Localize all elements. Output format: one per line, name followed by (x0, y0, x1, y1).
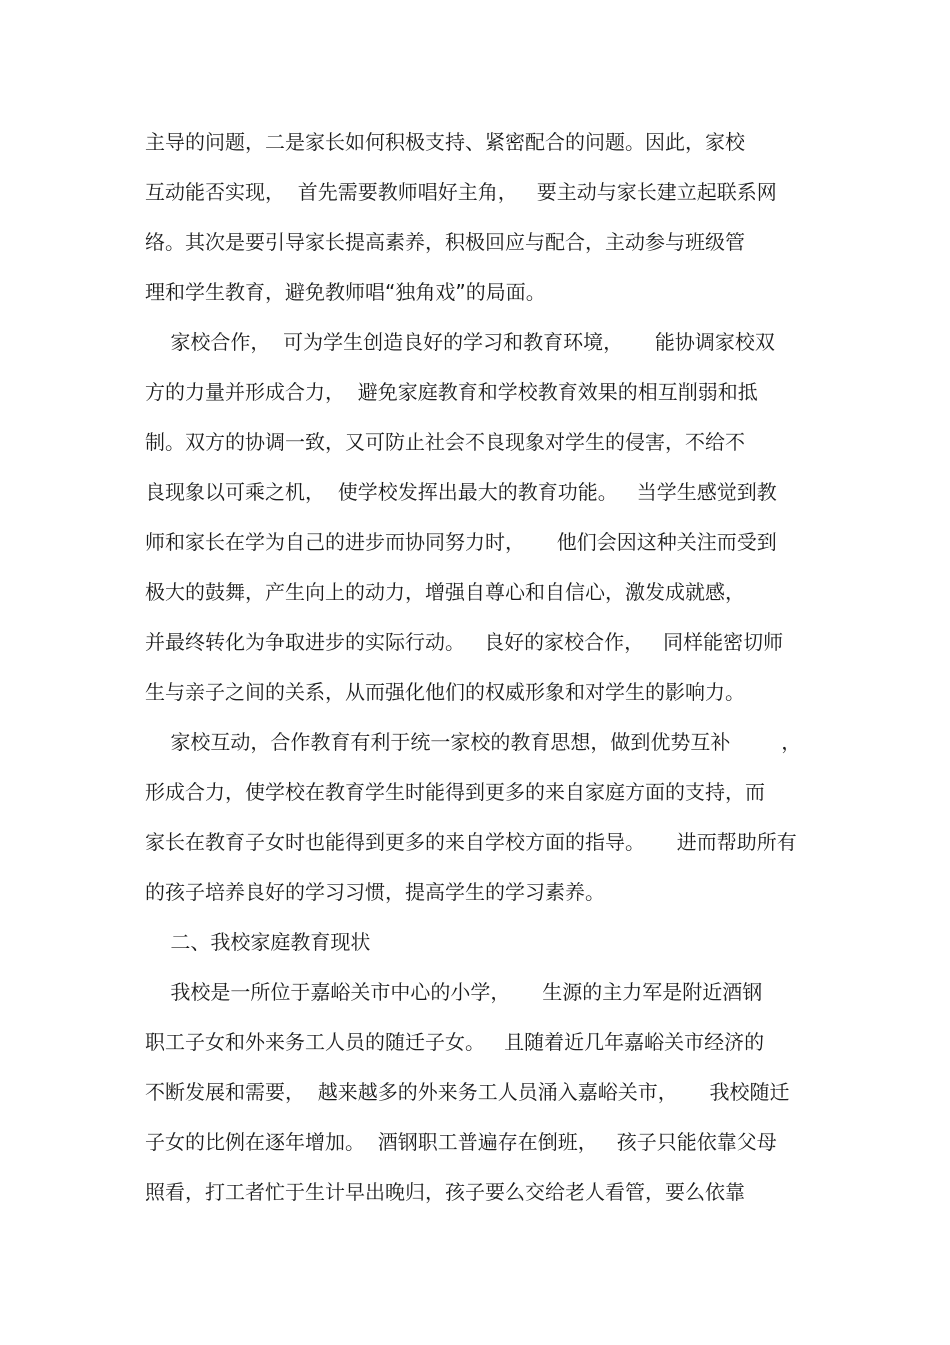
text-line: 主导的问题，二是家长如何积极支持、紧密配合的问题。因此，家校 (145, 130, 745, 154)
text-line: 不断发展和需要， 越来越多的外来务工人员涌入嘉峪关市， 我校随迁 (145, 1080, 790, 1104)
text-line: 师和家长在学为自己的进步而协同努力时， 他们会因这种关注而受到 (145, 530, 777, 554)
text-line: 制。双方的协调一致，又可防止社会不良现象对学生的侵害，不给不 (145, 430, 745, 454)
text-line: 生与亲子之间的关系，从而强化他们的权威形象和对学生的影响力。 (145, 680, 745, 704)
text-line: 职工子女和外来务工人员的随迁子女。 且随着近几年嘉峪关市经济的 (145, 1030, 765, 1054)
text-line: 家长在教育子女时也能得到更多的来自学校方面的指导。 进而帮助所有 (145, 830, 797, 854)
text-line: 方的力量并形成合力， 避免家庭教育和学校教育效果的相互削弱和抵 (145, 380, 758, 404)
text-line: 络。其次是要引导家长提高素养，积极回应与配合，主动参与班级管 (145, 230, 745, 254)
text-line: 互动能否实现， 首先需要教师唱好主角， 要主动与家长建立起联系网 (145, 180, 777, 204)
section-heading: 二、我校家庭教育现状 (145, 930, 371, 954)
text-line: 形成合力，使学校在教育学生时能得到更多的来自家庭方面的支持，而 (145, 780, 765, 804)
text-line: 的孩子培养良好的学习习惯，提高学生的学习素养。 (145, 880, 605, 904)
text-line: 理和学生教育，避免教师唱“独角戏”的局面。 (145, 280, 546, 304)
text-line: 极大的鼓舞，产生向上的动力，增强自尊心和自信心，激发成就感， (145, 580, 745, 604)
text-line: 并最终转化为争取进步的实际行动。 良好的家校合作， 同样能密切师 (145, 630, 784, 654)
text-line: 子女的比例在逐年增加。 酒钢职工普遍存在倒班， 孩子只能依靠父母 (145, 1130, 777, 1154)
text-line: 家校互动，合作教育有利于统一家校的教育思想，做到优势互补 ， (145, 730, 802, 754)
text-line: 良现象以可乘之机， 使学校发挥出最大的教育功能。 当学生感觉到教 (145, 480, 777, 504)
text-line: 家校合作， 可为学生创造良好的学习和教育环境， 能协调家校双 (145, 330, 775, 354)
text-line: 我校是一所位于嘉峪关市中心的小学， 生源的主力军是附近酒钢 (145, 980, 763, 1004)
text-line: 照看，打工者忙于生计早出晚归，孩子要么交给老人看管，要么依靠 (145, 1180, 745, 1204)
